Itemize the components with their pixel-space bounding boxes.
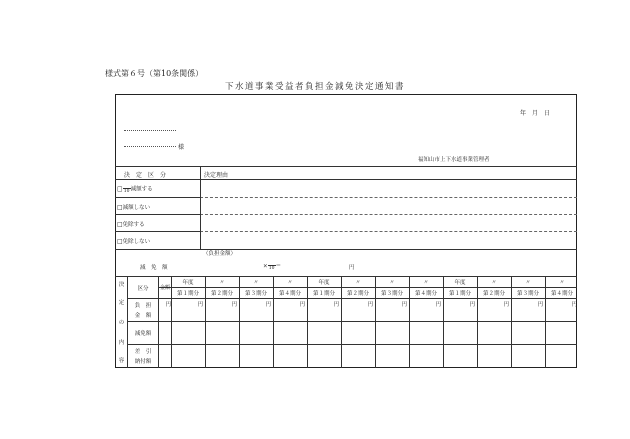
issuer-name: 福知山市上下水道事業管理者	[418, 157, 490, 163]
checkbox-icon[interactable]: □	[117, 221, 123, 228]
yen-unit: 円	[571, 302, 577, 308]
period-header: 第１期分	[176, 291, 199, 297]
year-header: 年度	[182, 280, 194, 286]
decision-reason-header: 決定理由	[204, 172, 229, 179]
reduction-amount-label: 減 免 額	[140, 265, 168, 271]
rule-option	[115, 231, 200, 232]
rule-option	[115, 214, 200, 215]
period-header: 第２期分	[210, 291, 233, 297]
row-label-net: 差 引	[134, 349, 152, 355]
period-header: 第１期分	[448, 291, 471, 297]
date-field: 年 月 日	[520, 110, 551, 117]
honorific: 様	[178, 144, 185, 151]
rule-table-top	[115, 276, 577, 277]
option-exempt: □免除する	[117, 221, 145, 228]
side-label: 定	[118, 300, 125, 306]
decision-category-header: 決 定 区 分	[124, 172, 167, 179]
rule-decision-header	[115, 179, 577, 180]
rule-decision-top	[115, 166, 577, 167]
row-label-reduction: 減免額	[134, 331, 152, 337]
address-line	[124, 130, 176, 131]
division-header: 区分	[137, 286, 149, 292]
reason-dashed-line	[200, 214, 577, 215]
period-header: 第１期分	[312, 291, 335, 297]
year-header: 〃	[559, 280, 565, 286]
yen-unit: 円	[367, 302, 373, 308]
yen-unit: 円	[503, 302, 509, 308]
yen-unit: 円	[231, 302, 237, 308]
checkbox-icon[interactable]: □	[117, 238, 123, 245]
rule-period-year	[158, 287, 577, 288]
row-label-burden: 金 額	[134, 313, 152, 319]
period-header: 第４期分	[550, 291, 573, 297]
year-header: 〃	[389, 280, 395, 286]
year-header: 〃	[253, 280, 259, 286]
rule-decision-divider	[200, 166, 201, 249]
amount-header: 金額	[159, 285, 170, 291]
side-label: 内	[118, 340, 125, 346]
year-header: 年度	[318, 280, 330, 286]
yen-unit: 円	[265, 302, 271, 308]
form-number: 様式第６号（第10条関係）	[105, 69, 204, 78]
year-header: 〃	[491, 280, 497, 286]
burden-amount-label: （負担金額）	[203, 251, 237, 257]
yen-unit: 円	[469, 302, 475, 308]
period-header: 第３期分	[244, 291, 267, 297]
side-label: 容	[118, 358, 125, 364]
yen-unit: 円	[537, 302, 543, 308]
reduction-yen: 円	[349, 265, 355, 271]
yen-unit: 円	[435, 302, 441, 308]
period-header: 第２期分	[346, 291, 369, 297]
year-header: 〃	[355, 280, 361, 286]
period-header: 第３期分	[516, 291, 539, 297]
option-no-reduce: □減額しない	[117, 204, 151, 211]
yen-unit: 円	[197, 302, 203, 308]
year-header: 〃	[525, 280, 531, 286]
row-label-net: 納付額	[134, 359, 152, 365]
side-label: の	[118, 320, 125, 326]
reduction-formula: × 10＝	[263, 261, 281, 271]
option-no-exempt: □免除しない	[117, 238, 151, 245]
fraction-reduce: 10	[123, 184, 131, 194]
period-header: 第３期分	[380, 291, 403, 297]
document-title: 下水道事業受益者負担金減免決定通知書	[224, 82, 405, 92]
year-header: 〃	[287, 280, 293, 286]
year-header: 年度	[454, 280, 466, 286]
yen-unit: 円	[165, 302, 171, 308]
yen-unit: 円	[299, 302, 305, 308]
rule-row	[127, 344, 577, 345]
rule-row	[127, 321, 577, 322]
period-header: 第２期分	[482, 291, 505, 297]
yen-unit: 円	[401, 302, 407, 308]
reason-dashed-line	[200, 231, 577, 232]
checkbox-icon[interactable]: □	[117, 204, 123, 211]
period-header: 第４期分	[414, 291, 437, 297]
option-reduce: □ 10減額する	[117, 185, 153, 194]
rule-table-header	[127, 298, 577, 299]
year-header: 〃	[219, 280, 225, 286]
period-header: 第４期分	[278, 291, 301, 297]
row-label-burden: 負 担	[134, 303, 152, 309]
yen-unit: 円	[333, 302, 339, 308]
checkbox-icon[interactable]: □	[117, 185, 123, 193]
rule-option	[115, 197, 200, 198]
reason-dashed-line	[200, 197, 577, 198]
year-header: 〃	[423, 280, 429, 286]
rule-decision-bottom	[115, 249, 577, 250]
side-label: 決	[118, 282, 125, 288]
recipient-name-line	[124, 146, 176, 147]
